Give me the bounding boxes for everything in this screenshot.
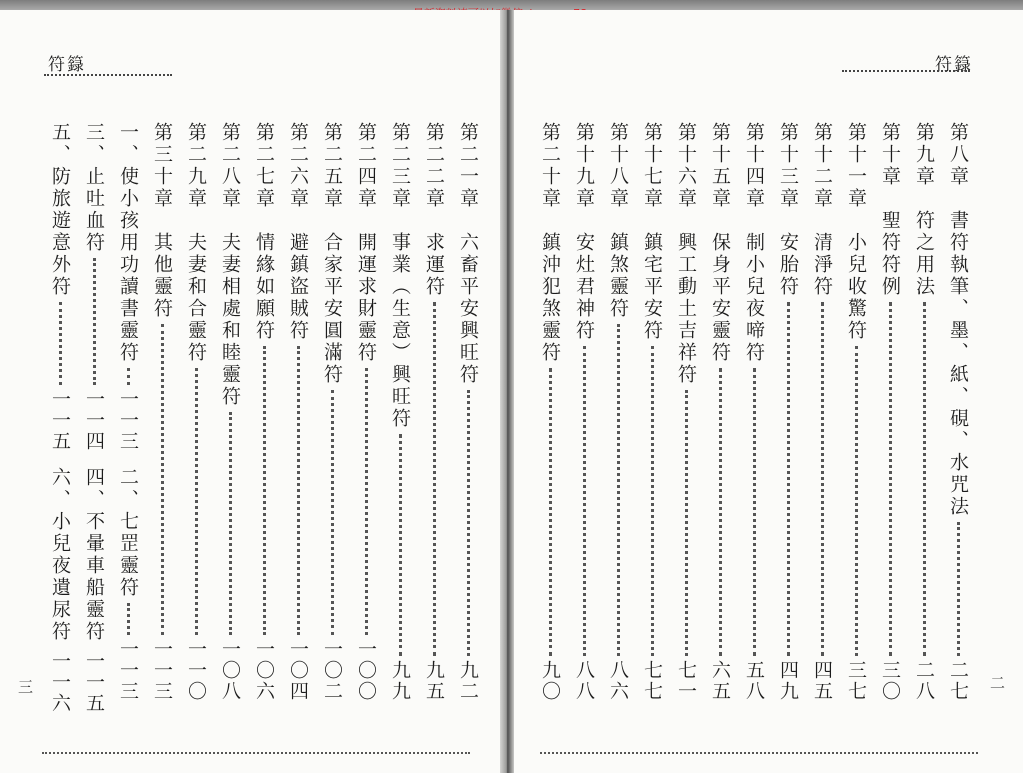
right-header-rule: [842, 70, 970, 72]
toc-entry: 第十四章 制小兒夜啼符 五八: [743, 122, 765, 702]
toc-entry: 第二二章 求運符 九五: [423, 122, 445, 702]
toc-entry: 第十一章 小兒收驚符 三七: [845, 122, 867, 702]
right-page-header: 符籙: [935, 55, 973, 75]
toc-entry: 第十五章 保身平安靈符 六五: [709, 122, 731, 702]
toc-sub-column: [115, 122, 141, 702]
toc-sub-entry: 五、防旅遊意外符 一一五: [49, 122, 71, 452]
left-footer-rule: [42, 752, 470, 754]
toc-entry: 第九章 符之用法 二八: [913, 122, 935, 702]
toc-sub-entry: 六、小兒夜遺尿符 一一六: [49, 467, 71, 714]
toc-sub-entry: 一、使小孩用功讀書靈符 一一三: [117, 122, 139, 452]
toc-sub-entry: 四、不暈車船靈符 一一五: [83, 467, 105, 714]
left-page-number: 三: [18, 678, 34, 696]
toc-entry: 第二三章 事業︵生意︶興旺符 九九: [389, 122, 411, 702]
toc-entry: 第二八章 夫妻相處和睦靈符 一〇八: [219, 122, 241, 702]
right-page-number: 二: [990, 674, 1006, 692]
toc-entry: 第八章 書符執筆、墨、紙、硯、水咒法 二七: [947, 122, 969, 702]
toc-sub-entry: 三、止吐血符 一一四: [83, 122, 105, 452]
toc-entry: 第三十章 其他靈符 一一三: [151, 122, 173, 702]
left-header-rule: [44, 74, 172, 76]
toc-sub-column: [47, 122, 73, 714]
toc-sub-entry: 二、七罡靈符 一一三: [117, 467, 139, 702]
toc-entry: 第十章 聖符符例 三〇: [879, 122, 901, 702]
toc-entry: 第十六章 興工動土吉祥符 七一: [675, 122, 697, 702]
toc-entry: 第二四章 開運求財靈符 一〇〇: [355, 122, 377, 702]
toc-entry: 第二七章 情緣如願符 一〇六: [253, 122, 275, 702]
toc-entry: 第二九章 夫妻和合靈符 一一〇: [185, 122, 207, 702]
left-page-header: 符籙: [48, 55, 86, 75]
toc-entry: 第二十章 鎮沖犯煞靈符 九〇: [539, 122, 561, 702]
right-footer-rule: [540, 752, 978, 754]
toc-entry: 第二五章 合家平安圓滿符 一〇二: [321, 122, 343, 702]
toc-entry: 第十八章 鎮煞靈符 八六: [607, 122, 629, 702]
toc-entry: 第十九章 安灶君神符 八八: [573, 122, 595, 702]
toc-sub-column: [81, 122, 107, 714]
toc-entry: 第十三章 安胎符 四九: [777, 122, 799, 702]
toc-entry: 第十七章 鎮宅平安符 七七: [641, 122, 663, 702]
toc-entry: 第二一章 六畜平安興旺符 九二: [457, 122, 479, 702]
toc-entry: 第十二章 清淨符 四五: [811, 122, 833, 702]
book-spine: [500, 10, 514, 773]
toc-entry: 第二六章 避鎮盜賊符 一〇四: [287, 122, 309, 702]
